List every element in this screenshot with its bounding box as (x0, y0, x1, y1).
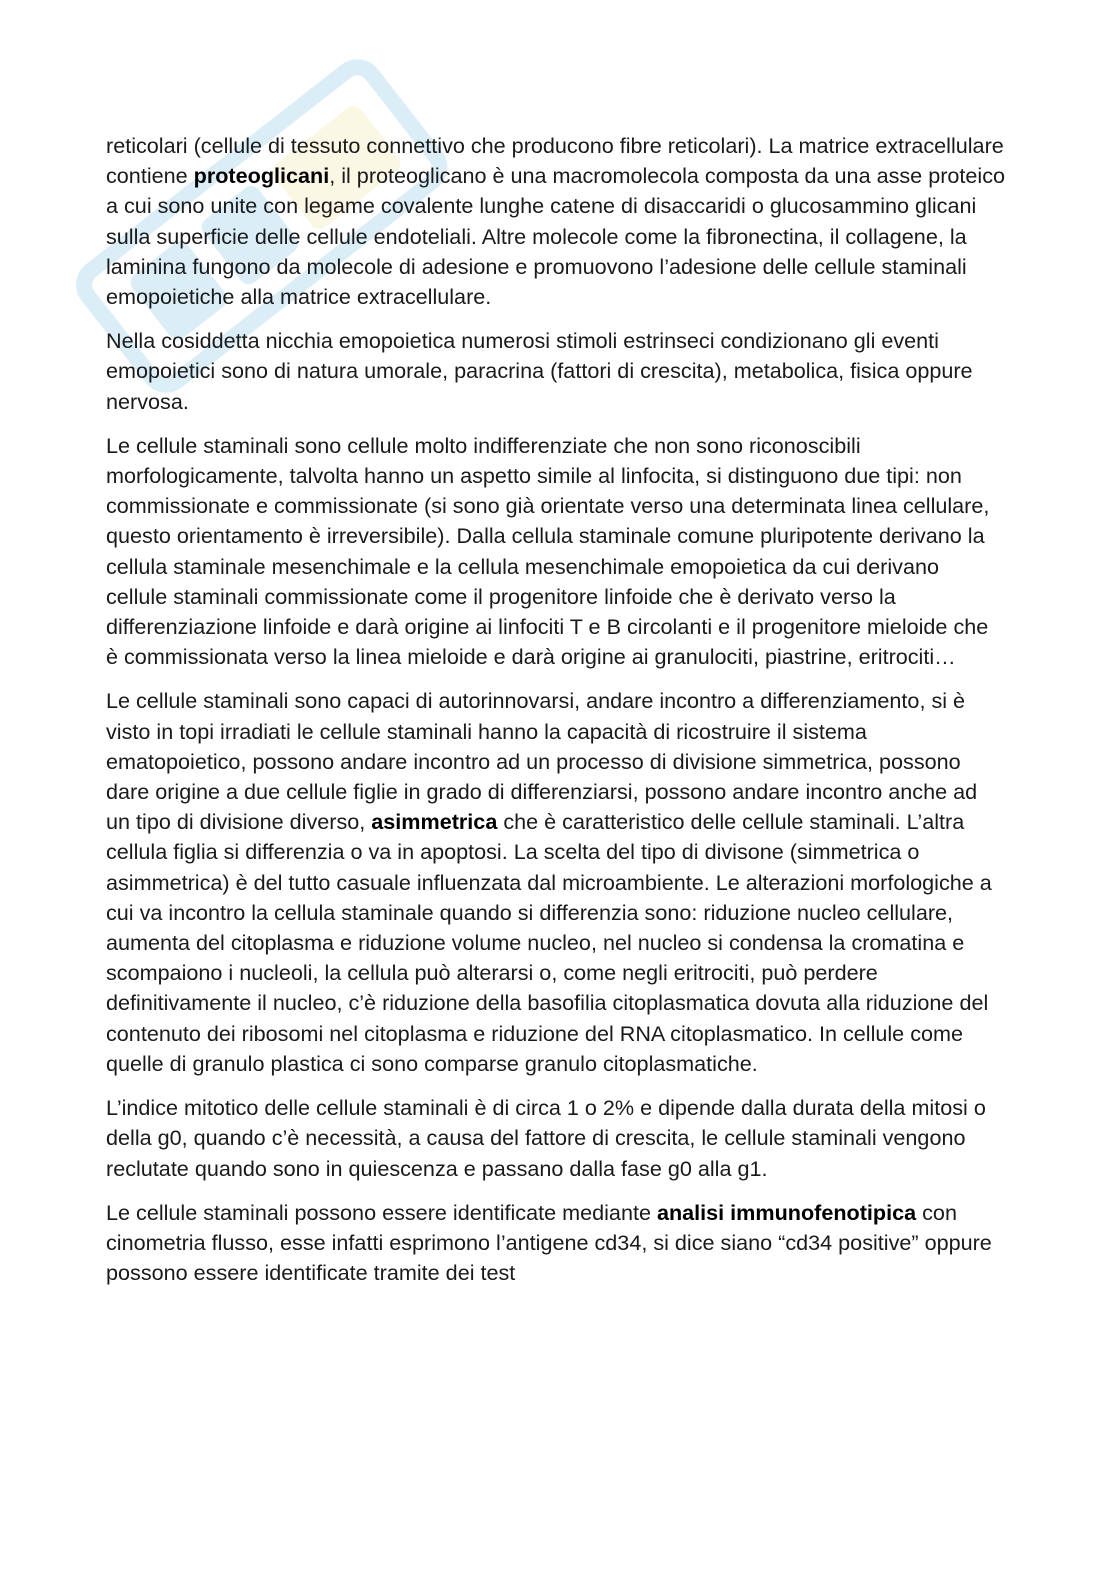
paragraph (106, 326, 1006, 417)
text-run: Le cellule staminali possono essere identificate mediante (106, 1199, 657, 1225)
bold-term: analisi immunofenotipica (656, 1199, 917, 1225)
text-run: che è caratteristico delle cellule staminali. L’altra cellula figlia si differenzia o va in apoptosi. La scelta del tipo di divisone (simmetrica o asimmetrica) è del tutto casuale influenzata dal microambiente. Le alterazioni morfologiche a cui va incontro la cellula staminale quando si differenzia sono: riduzione nucleo cellulare, aumenta del citoplasma e riduzione volume nucleo, nel nucleo si condensa la cromatina e scompaiono i nucleoli, la cellula può alterarsi o, come negli eritrociti, può perdere definitivamente il nucleo, c’è riduzione della basofilia citoplasmatica dovuta alla riduzione del contenuto dei ribosomi nel citoplasma e riduzione del RNA citoplasmatico. In cellule come quelle di granulo plastica ci sono comparse granulo citoplasmatiche. (106, 809, 992, 1076)
paragraph (106, 1198, 1006, 1289)
bold-term: asimmetrica (371, 809, 498, 835)
text-run: L’indice mitotico delle cellule staminali è di circa 1 o 2% e dipende dalla durata della mitosi o della g0, quando c’è necessità, a causa del fattore di crescita, le cellule staminali vengono reclutate quando sono in quiescenza e passano dalla fase g0 alla g1. (106, 1095, 986, 1181)
paragraph (106, 686, 1006, 1079)
text-run: Le cellule staminali sono cellule molto indifferenziate che non sono riconoscibili morfologicamente, talvolta hanno un aspetto simile al linfocita, si distinguono due tipi: non commissionate e commissionate (si sono già orientate verso una determinata linea cellulare, questo orientamento è irreversibile). Dalla cellula staminale comune pluripotente derivano la cellula staminale mesenchimale e la cellula mesenchimale emopoietica da cui derivano cellule staminali commissionate come il progenitore linfoide che è derivato verso la differenziazione linfoide e darà origine ai linfociti T e B circolanti e il progenitore mieloide che è commissionata verso la linea mieloide e darà origine ai granulociti, piastrine, eritrociti… (106, 432, 990, 670)
paragraph (106, 131, 1006, 312)
paragraph (106, 431, 1006, 673)
text-run: , il proteoglicano è una macromolecola composta da una asse proteico a cui sono unite con legame covalente lunghe catene di disaccaridi o glucosammino glicani sulla superficie delle cellule endoteliali. Altre molecole come la fibronectina, il collagene, la laminina fungono da molecole di adesione e promuovono l’adesione delle cellule staminali emopoietiche alla matrice extracellulare. (106, 163, 1006, 310)
bold-term: proteoglicani (193, 163, 330, 189)
document-page (106, 131, 1006, 1302)
paragraph (106, 1093, 1006, 1184)
text-run: reticolari (cellule di tessuto connettivo che producono fibre reticolari). La matrice extracellulare contiene (106, 133, 1004, 189)
text-run: Le cellule staminali sono capaci di autorinnovarsi, andare incontro a differenziamento, si è visto in topi irradiati le cellule staminali hanno la capacità di ricostruire il sistema ematopoietico, possono andare incontro ad un processo di divisione simmetrica, possono dare origine a due cellule figlie in grado di differenziarsi, possono andare incontro anche ad un tipo di divisione diverso, (106, 688, 978, 835)
text-run: Nella cosiddetta nicchia emopoietica numerosi stimoli estrinseci condizionano gli eventi emopoietici sono di natura umorale, paracrina (fattori di crescita), metabolica, fisica oppure nervosa. (106, 328, 973, 414)
text-run: con cinometria flusso, esse infatti esprimono l’antigene cd34, si dice siano “cd34 positive” oppure possono essere identificate tramite dei test (106, 1199, 992, 1286)
